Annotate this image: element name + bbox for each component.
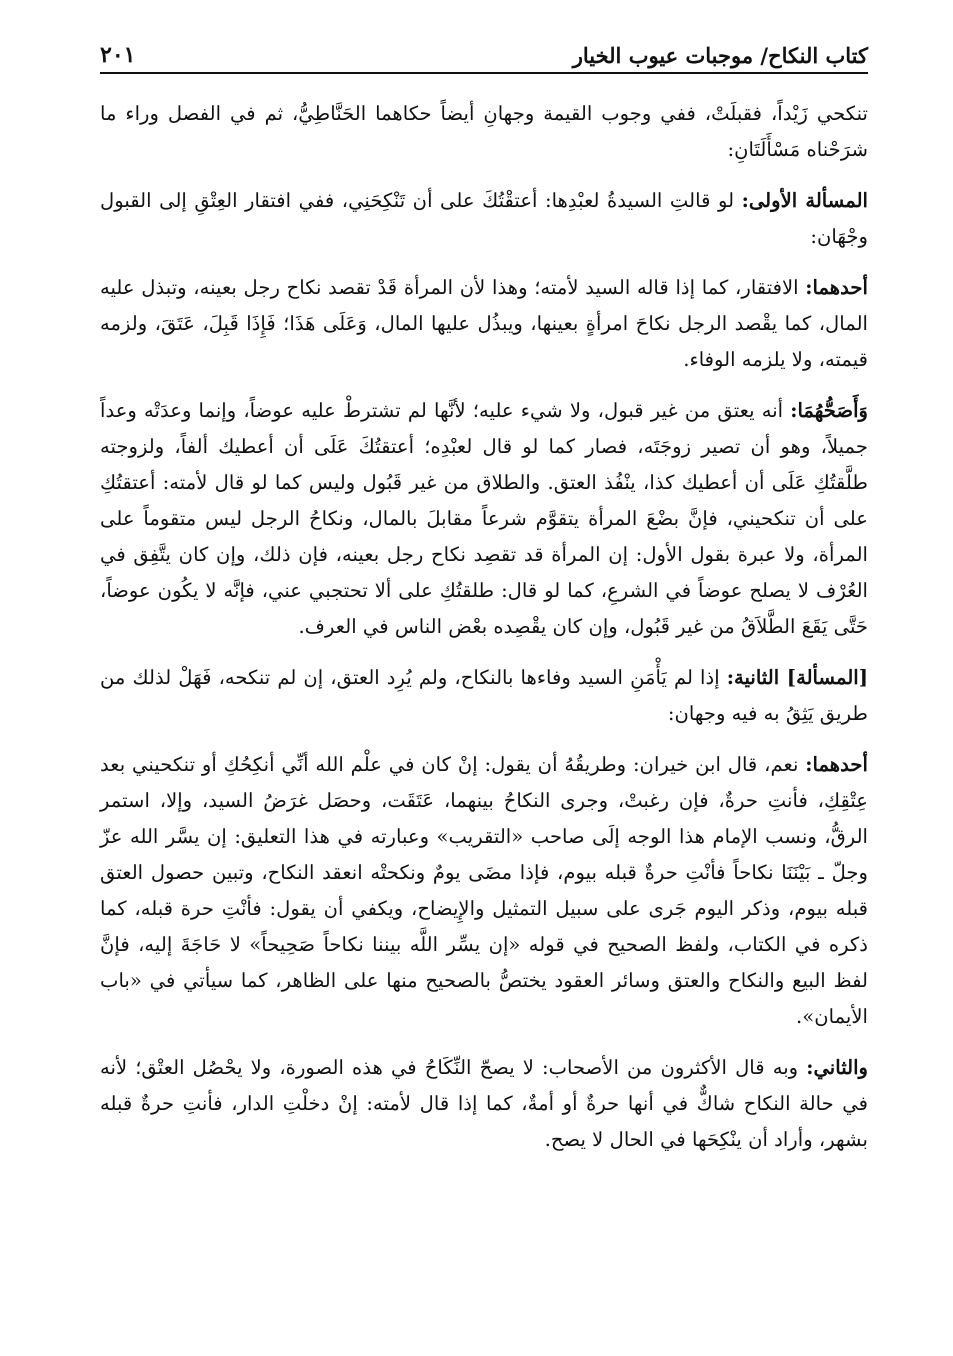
body-text bbox=[100, 96, 868, 1158]
chapter-title: كتاب النكاح/ موجبات عيوب الخيار bbox=[572, 43, 868, 68]
paragraph bbox=[100, 1050, 868, 1158]
paragraph bbox=[100, 270, 868, 378]
paragraph-lead: [المسألة] الثانية: bbox=[726, 666, 869, 689]
paragraph-text: وبه قال الأكثرون من الأصحاب: لا يصحّ النِّكَاحُ في هذه الصورة، ولا يحْصُل العتْق؛ لأنه في حالة النكاح شاكٌّ في أنها حرةٌ أو أمةٌ، كما إذا قال لأمته: إنْ دخلْتِ الدار، فأنتِ حرةٌ قبله بشهر، وأراد أن ينْكِحَها في الحال لا يصح. bbox=[100, 1056, 868, 1151]
paragraph-lead: المسألة الأولى: bbox=[741, 189, 868, 212]
paragraph bbox=[100, 393, 868, 645]
paragraph bbox=[100, 660, 868, 732]
paragraph-lead: أحدهما: bbox=[805, 276, 868, 299]
paragraph bbox=[100, 183, 868, 255]
paragraph-text: إذا لم يَأْمَنِ السيد وفاءها بالنكاح، ولم يُرِد العتق، إن لم تنكحه، فَهَلْ لذلك من طريق يَثِقُ به فيه وجهان: bbox=[100, 666, 868, 725]
paragraph-lead: وَأَصَحُّهُمَا: bbox=[790, 399, 868, 422]
paragraph-text: لو قالتِ السيدةُ لعبْدِها: أعتقْتُكَ على أن تَنْكِحَنِي، ففي افتقار العِتْقِ إلى القبول وجْهَان: bbox=[100, 189, 868, 248]
paragraph bbox=[100, 96, 868, 168]
paragraph-text: نعم، قال ابن خيران: وطريقُهُ أن يقول: إنْ كان في علْم الله أنِّي أنكِحُكِ أو تنكحيني بعد عِتْقِكِ، فأنتِ حرةٌ، فإن رغبتْ، وجرى النكاحُ بينهما، عَتَقَت، وحصَل غرَضُ السيد، وإلا، استمر الرقُّ، ونسب الإمام هذا الوجه إلَى صاحب «التقريب» وعبارته في هذا التعليق: إن يسَّر الله عزّ وجلّ ـ بَيْنَنَا نكاحاً فأنْتِ حرةٌ قبله بيوم، فإذا مضَى يومٌ ونكحتْه انعقد النكاح، وتبين حصول العتق قبله بيوم، وذكر اليوم جَرى على سبيل التمثيل والإِيضاح، ويكفي أن يقول: فأنْتِ حرة قبله، كما ذكره في الكتاب، ولفظ الصحيح في قوله «إن يسِّر اللَّه بيننا نكاحاً صَحِيحاً» لا حَاجَةَ إليه، فإنَّ لفظ البيع والنكاح والعتق وسائر العقود يختصُّ بالصحيح منها على الظاهر، كما سيأتي في «باب الأيمان». bbox=[100, 753, 868, 1028]
page-number: ٢٠١ bbox=[100, 42, 136, 68]
paragraph-text: أنه يعتق من غير قبول، ولا شيء عليه؛ لأنَّها لم تشترطْ عليه عوضاً، وإنما وعدَتْه وعداً جميلاً، وهو أن تصير زوجَتَه، فصار كما لو قال لعبْدِه؛ أعتقتُكَ عَلَى أن أعطيك ألفاً، ولزوجته طلَّقتُكِ عَلَى أن أعطيك كذا، ينْفُذ العتق. والطلاق من غير قَبُول وليس كما لو قال لأمته: أعتقتُكِ على أن تنكحيني، فإنَّ بضْعَ المرأة يتقوَّم شرعاً مقابلَ بالمال، ونكاحُ الرجل ليس متقوماً على المرأة، ولا عبرة بقول الأول: إن المرأة قد تقصِد نكاح رجل بعينه، فإن ذلك، وإن كان يتَّفِق في العُرْف لا يصلح عوضاً في الشرعِ، كما لو قال: طلقتُكِ على ألا تحتجبي عني، فإنَّه لا يكُون عوضاً، حَتَّى يَقَعَ الطَّلاَقُ من غير قَبُول، وإن كان يقْصِده بعْض الناس في العرف. bbox=[100, 399, 868, 638]
running-header bbox=[100, 28, 868, 74]
paragraph-lead: أحدهما: bbox=[805, 753, 868, 776]
paragraph bbox=[100, 747, 868, 1035]
paragraph-text: تنكحي زَيْداً، فقبلَتْ، ففي وجوب القيمة وجهانِ أيضاً حكاهما الحَنَّاطِيُّ، ثم في الفصل وراء ما شرَحْناه مَسْأَلَتَانِ: bbox=[100, 102, 868, 161]
book-page bbox=[100, 28, 868, 1173]
paragraph-text: الافتقار، كما إذا قاله السيد لأمته؛ وهذا لأن المرأة قَدْ تقصد نكاح رجل بعينه، وتبذل عليه المال، كما يقْصد الرجل نكاحَ امرأةٍ بعينها، ويبذُل عليها المال، وَعَلَى هَذَا؛ فَإِذَا قَبِلَ، عَتَقَ، ولزمه قيمته، ولا يلزمه الوفاء. bbox=[100, 276, 868, 371]
paragraph-lead: والثاني: bbox=[806, 1056, 868, 1079]
